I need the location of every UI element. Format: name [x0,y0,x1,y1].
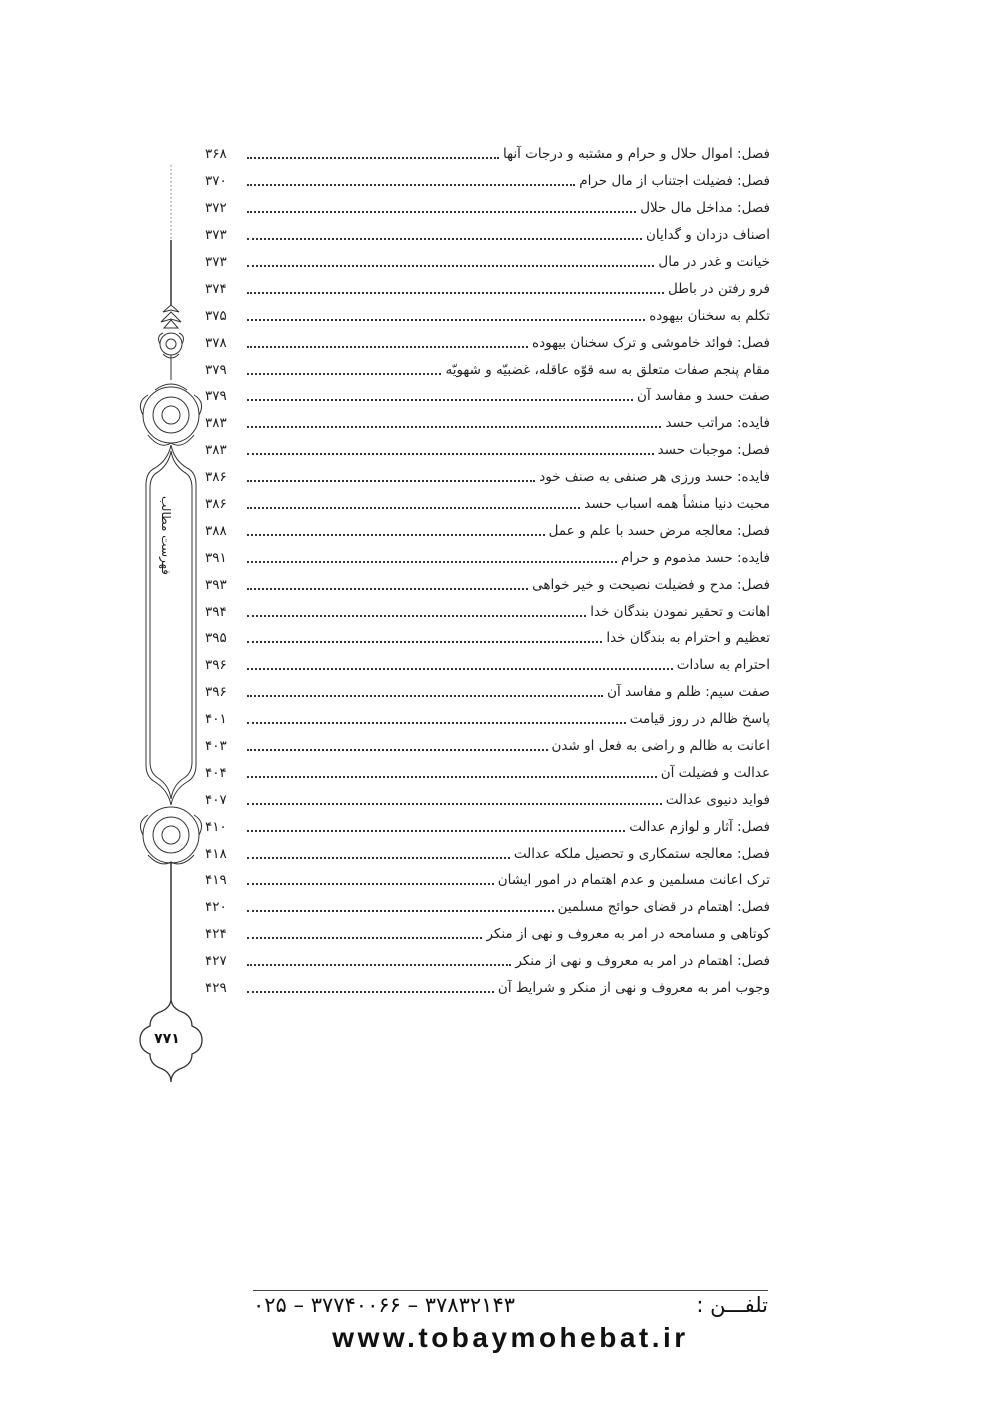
table-of-contents [205,141,770,1002]
toc-entry-page: ۴۰۷ [205,791,227,808]
toc-entry-page: ۴۰۴ [205,764,227,781]
toc-entry-title: اصناف دزدان و گدایان [645,227,770,244]
toc-entry-page: ۳۷۴ [205,280,227,297]
toc-entry-page: ۳۷۹ [205,361,227,378]
toc-entry-page: ۴۲۴ [205,926,227,943]
toc-entry-title: فصل: معالجه مرض حسد با علم و عمل [548,522,770,539]
toc-entry-title: پاسخ ظالم در روز قیامت [629,711,770,728]
toc-entry-title: فصل: اموال حلال و حرام و مشتبه و درجات آنها [503,146,770,163]
dot-leader [247,524,545,538]
toc-entry-page: ۳۶۸ [205,146,227,163]
toc-entry-page: ۳۹۵ [205,630,227,647]
toc-entry[interactable] [205,383,770,410]
toc-entry-title: مقام پنجم صفات متعلق به سه قوّه عاقله، غضبیّه و شهویّه [445,361,770,378]
toc-entry-page: ۳۸۶ [205,496,227,513]
dot-leader [247,578,528,592]
dot-leader [247,255,654,269]
toc-entry-page: ۴۱۸ [205,845,227,862]
dot-leader [247,712,626,726]
toc-entry-page: ۳۹۳ [205,576,227,593]
dot-leader [247,497,580,511]
toc-entry-title: صفت سیم: ظلم و مفاسد آن [607,684,770,701]
toc-entry-title: فصل: معالجه ستمکاری و تحصیل ملکه عدالت [513,845,770,862]
toc-entry[interactable] [205,759,770,786]
toc-entry-page: ۳۸۶ [205,469,227,486]
toc-entry-title: عدالت و فضیلت آن [660,764,770,781]
toc-entry[interactable] [205,813,770,840]
dot-leader [247,658,673,672]
toc-entry-page: ۴۰۱ [205,711,227,728]
toc-entry-title: فصل: موجبات حسد [657,442,770,459]
toc-entry-page: ۳۷۳ [205,254,227,270]
toc-entry-page: ۳۷۳ [205,227,227,244]
toc-entry[interactable] [205,302,770,329]
toc-entry[interactable] [205,840,770,867]
toc-entry-title: فصل: فضیلت اجتناب از مال حرام [579,173,770,190]
toc-entry-title: فصل: مدح و فضیلت نصیحت و خیر خواهی [532,576,770,593]
toc-entry[interactable] [205,706,770,733]
toc-entry-title: فواید دنیوی عدالت [665,791,770,808]
dot-leader [247,309,645,323]
dot-leader [247,174,575,188]
toc-entry[interactable] [205,786,770,813]
toc-entry-title: تکلم به سخنان بیهوده [649,307,770,324]
toc-entry[interactable] [205,168,770,195]
toc-entry-title: فایده: حسد ورزی هر صنفی به صنف خود [539,469,770,486]
side-section-label: فهرست مطالب [159,495,173,575]
toc-entry-page: ۳۹۴ [205,603,227,620]
toc-entry[interactable] [205,733,770,760]
toc-entry-page: ۴۲۰ [205,899,227,916]
dot-leader [247,201,636,215]
dot-leader [247,954,511,968]
dot-leader [247,389,633,403]
toc-entry-page: ۳۷۸ [205,334,227,351]
toc-entry[interactable] [205,249,770,276]
phone-numbers: ۰۲۵ – ۳۷۷۴۰۰۶۶ – ۳۷۸۳۲۱۴۳ [253,1293,516,1317]
toc-entry-page: ۳۸۳ [205,442,227,459]
dot-leader [247,470,535,484]
toc-entry[interactable] [205,517,770,544]
page-number: ۷۷۱ [154,1031,180,1047]
toc-entry[interactable] [205,141,770,168]
dot-leader [247,605,586,619]
toc-entry-title: فصل: مداخل مال حلال [640,200,770,217]
dot-leader [247,336,528,350]
dot-leader [247,443,654,457]
dot-leader [247,766,657,780]
toc-entry-title: ترک اعانت مسلمین و عدم اهتمام در امور ایشان [497,872,770,889]
dot-leader [247,363,441,377]
dot-leader [247,739,548,753]
toc-entry-page: ۳۷۹ [205,388,227,405]
dot-leader [247,416,661,430]
toc-entry[interactable] [205,491,770,518]
dot-leader [247,900,554,914]
toc-entry-page: ۳۹۶ [205,657,227,674]
toc-entry-title: وجوب امر به معروف و نهی از منکر و شرایط آن [497,980,770,997]
toc-entry-page: ۳۸۳ [205,415,227,432]
phone-label: تلفـــن : [696,1293,768,1317]
footer-divider [253,1290,768,1291]
toc-entry-page: ۳۷۰ [205,173,227,190]
dot-leader [247,981,494,995]
toc-entry-page: ۳۷۲ [205,200,227,217]
toc-entry-title: فصل: اهتمام در قضای حوائج مسلمین [557,899,770,916]
toc-entry[interactable] [205,544,770,571]
toc-entry[interactable] [205,921,770,948]
dot-leader [247,551,617,565]
toc-entry[interactable] [205,222,770,249]
toc-entry[interactable] [205,437,770,464]
toc-entry-title: فصل: آثار و لوازم عدالت [629,818,770,835]
toc-entry-page: ۴۲۹ [205,980,227,997]
toc-entry[interactable] [205,598,770,625]
dot-leader [247,228,642,242]
dot-leader [247,847,510,861]
toc-entry-page: ۳۹۱ [205,549,227,566]
toc-entry[interactable] [205,195,770,222]
dot-leader [247,873,494,887]
toc-entry-page: ۳۹۶ [205,684,227,701]
dot-leader [247,631,602,645]
toc-entry-title: فصل: اهتمام در امر به معروف و نهی از منکر [515,953,770,970]
toc-entry-title: اعانت به ظالم و راضی به فعل او شدن [551,738,770,755]
dot-leader [247,147,499,161]
toc-entry-title: تعظیم و احترام به بندگان خدا [606,630,770,647]
toc-entry-page: ۴۱۹ [205,872,227,889]
dot-leader [247,282,664,296]
toc-entry[interactable] [205,356,770,383]
toc-entry[interactable] [205,275,770,302]
toc-entry[interactable] [205,975,770,1002]
toc-entry-title: کوتاهی و مسامحه در امر به معروف و نهی از منکر [486,926,770,943]
toc-entry-title: صفت حسد و مفاسد آن [637,388,770,405]
toc-entry-page: ۳۸۸ [205,522,227,539]
dot-leader [247,685,603,699]
dot-leader [247,793,662,807]
toc-entry-page: ۴۱۰ [205,818,227,835]
toc-entry[interactable] [205,410,770,437]
toc-entry[interactable] [205,464,770,491]
toc-entry-title: احترام به سادات [676,657,770,674]
toc-entry-title: فایده: مراتب حسد [665,415,770,432]
toc-entry-title: خیانت و غدر در مال [658,254,770,270]
toc-entry-title: محبت دنیا منشأ همه اسباب حسد [584,496,770,513]
toc-entry-title: اهانت و تحقیر نمودن بندگان خدا [590,603,770,620]
dot-leader [247,820,625,834]
dot-leader [247,927,482,941]
toc-entry-title: فرو رفتن در باطل [668,280,770,297]
footer-phone [253,1293,768,1317]
toc-entry[interactable] [205,571,770,598]
toc-entry[interactable] [205,867,770,894]
website-link[interactable]: www.tobaymohebat.ir [332,1322,689,1353]
toc-entry[interactable] [205,625,770,652]
toc-entry[interactable] [205,948,770,975]
toc-entry[interactable] [205,679,770,706]
toc-entry[interactable] [205,652,770,679]
toc-entry-title: فصل: فوائد خاموشی و ترک سخنان بیهوده [532,334,770,351]
toc-entry[interactable] [205,894,770,921]
toc-entry-page: ۳۷۵ [205,307,227,324]
toc-entry-page: ۴۰۳ [205,738,227,755]
toc-entry[interactable] [205,329,770,356]
toc-entry-page: ۴۲۷ [205,953,227,970]
toc-entry-title: فایده: حسد مذموم و حرام [621,549,770,566]
